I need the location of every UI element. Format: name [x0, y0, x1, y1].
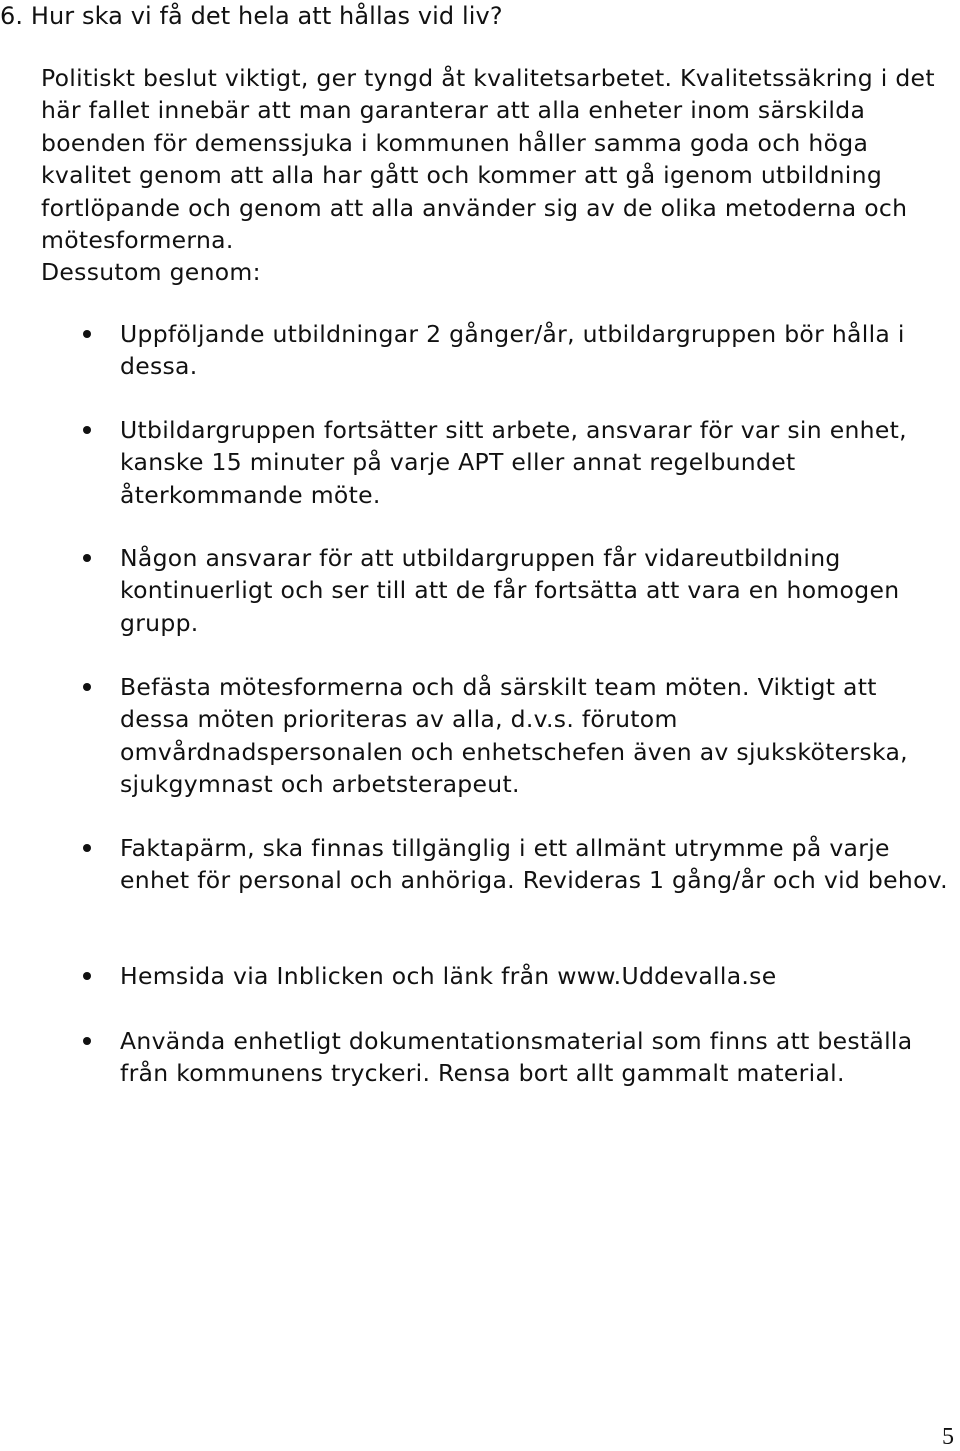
intro-more-text: Dessutom genom:: [41, 258, 261, 287]
list-item-text: Hemsida via Inblicken och länk från www.Uddevalla.se: [120, 962, 777, 990]
bullet-icon: [83, 683, 91, 691]
bullet-icon: [83, 972, 91, 980]
list-item-text: Faktapärm, ska finnas tillgänglig i ett allmänt utrymme på varje enhet för personal och anhöriga. Revideras 1 gång/år och vid behov.: [120, 834, 948, 895]
list-item-text: Utbildargruppen fortsätter sitt arbete, ansvarar för var sin enhet, kanske 15 minuter på varje APT eller annat regelbundet återkommande möte.: [120, 416, 907, 509]
list-item-text: Befästa mötesformerna och då särskilt team möten. Viktigt att dessa möten prioriteras av alla, d.v.s. förutom omvårdnadspersonalen och enhetschefen även av sjuksköterska, sjukgymnast och arbetsterapeut.: [120, 673, 908, 799]
list-item: [120, 832, 950, 897]
page-number: 5: [942, 1424, 954, 1450]
section-heading: 6. Hur ska vi få det hela att hållas vid liv?: [0, 2, 503, 30]
intro-text: Politiskt beslut viktigt, ger tyngd åt kvalitetsarbetet. Kvalitetssäkring i det här fallet innebär att man garanterar att alla enheter inom särskilda boenden för demenssjuka i kommunen håller samma goda och höga kvalitet genom att alla har gått och kommer att gå igenom utbildning fortlöpande och genom att alla använder sig av de olika metoderna och mötesformerna.: [41, 64, 935, 255]
list-item: [120, 414, 950, 511]
bullet-icon: [83, 554, 91, 562]
bullet-icon: [83, 1037, 91, 1045]
list-item: [120, 671, 950, 801]
list-item: [120, 318, 950, 383]
bullet-icon: [83, 426, 91, 434]
list-item-text: Använda enhetligt dokumentationsmaterial som finns att beställa från kommunens tryckeri. Rensa bort allt gammalt material.: [120, 1027, 913, 1088]
list-item: [120, 960, 950, 992]
list-item: [120, 1025, 950, 1090]
intro-paragraph: [41, 62, 959, 289]
list-item: [120, 542, 950, 639]
list-item-text: Uppföljande utbildningar 2 gånger/år, utbildargruppen bör hålla i dessa.: [120, 320, 905, 381]
bullet-icon: [83, 844, 91, 852]
bullet-icon: [83, 330, 91, 338]
list-item-text: Någon ansvarar för att utbildargruppen får vidareutbildning kontinuerligt och ser till att de får fortsätta att vara en homogen grupp.: [120, 544, 900, 637]
